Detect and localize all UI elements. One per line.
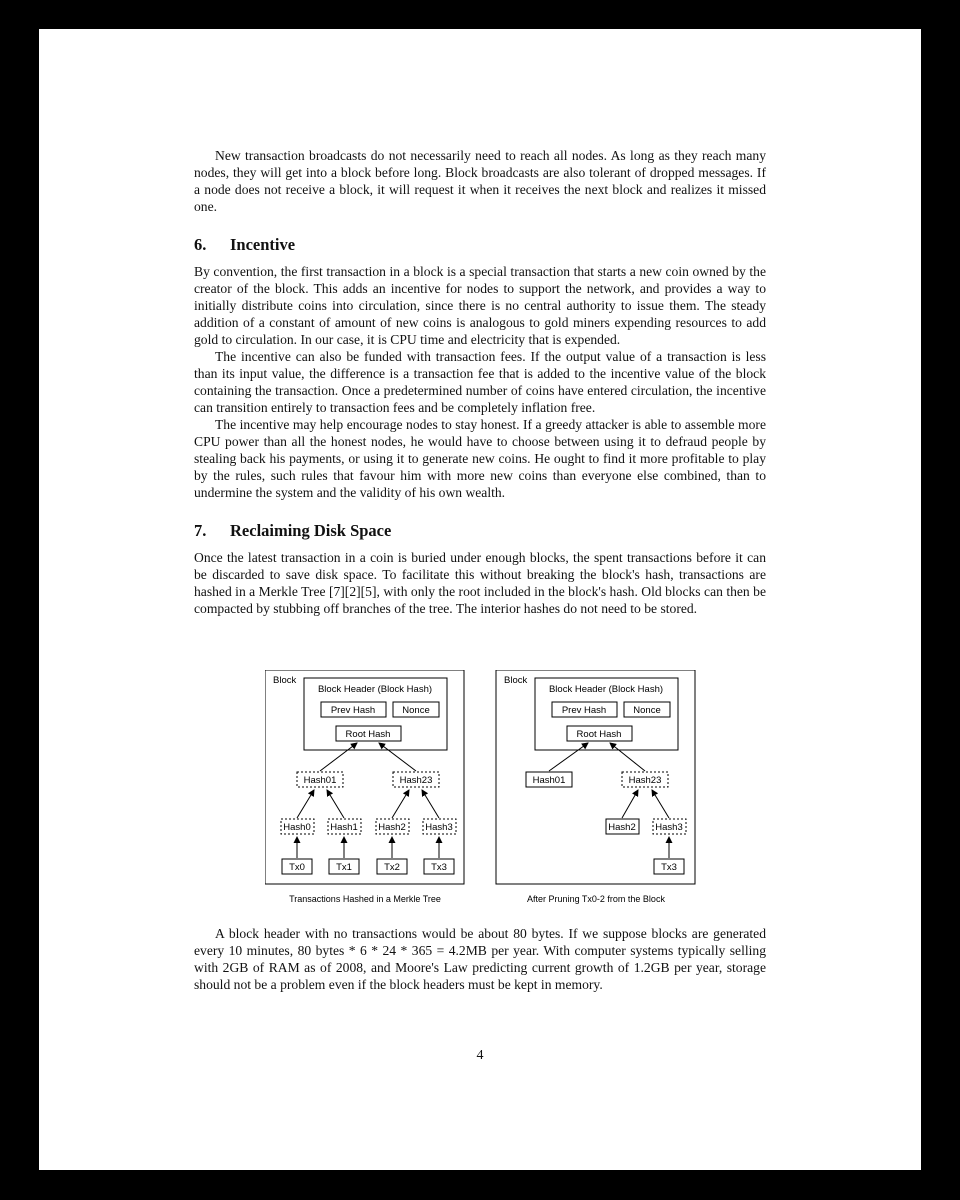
page-number: 4 [476,1048,484,1063]
section-heading-reclaiming [194,521,766,541]
hash01-label: Hash01 [532,775,566,786]
paragraph-incentive-1: By convention, the first transaction in a block is a special transaction that starts a new coin owned by the creator of the block. This adds an incentive for nodes to support the network, and provides a way to initially distribute coins into circulation, since there is no central authority to issue them. The steady addition of a constant of amount of new coins is analogous to gold miners expending resources to add gold to circulation. In our case, it is CPU time and electricity that is expended. [194,264,766,347]
section-heading-incentive [194,235,766,255]
hash23-label: Hash23 [628,775,662,786]
right-caption: After Pruning Tx0-2 from the Block [527,894,665,904]
tx3-label: Tx3 [431,862,447,873]
tx1-label: Tx1 [336,862,352,873]
prev-hash-label: Prev Hash [561,705,607,716]
block-header-label: Block Header (Block Hash) [317,684,433,695]
document-page [39,29,921,1170]
tx0-label: Tx0 [289,862,305,873]
block-header-label: Block Header (Block Hash) [548,684,664,695]
hash2-label: Hash2 [378,822,406,833]
right-arrows [549,743,669,858]
nonce-label: Nonce [402,705,430,716]
root-hash-label: Root Hash [345,729,391,740]
right-panel [496,670,695,904]
hash23-label: Hash23 [399,775,433,786]
hash01-label: Hash01 [303,775,337,786]
root-hash-label: Root Hash [576,729,622,740]
merkle-tree-figure [265,670,705,910]
section-number: 7. [194,521,207,540]
left-caption: Transactions Hashed in a Merkle Tree [289,894,441,904]
tx2-label: Tx2 [384,862,400,873]
body-text-bottom [194,925,766,993]
nonce-label: Nonce [633,705,661,716]
left-arrows [297,743,439,858]
left-panel [265,670,464,904]
paragraph-broadcast: New transaction broadcasts do not necessarily need to reach all nodes. As long as they reach many nodes, they will get into a block before long. Block broadcasts are also tolerant of dropped messages. If a node does not receive a block, it will request it when it receives the next block and realizes it missed one. [194,148,766,214]
hash3-label: Hash3 [655,822,683,833]
hash2-label: Hash2 [608,822,636,833]
block-label: Block [504,675,528,686]
paragraph-reclaiming-1: Once the latest transaction in a coin is buried under enough blocks, the spent transactions before it can be discarded to save disk space. To facilitate this without breaking the block's hash, transactions are hashed in a Merkle Tree [7][2][5], with only the root included in the block's hash. Old blocks can then be compacted by stubbing off branches of the tree. The interior hashes do not need to be stored. [194,550,766,616]
paragraph-incentive-2: The incentive can also be funded with transaction fees. If the output value of a transaction is less than its input value, the difference is a transaction fee that is added to the incentive value of the block containing the transaction. Once a predetermined number of coins have entered circulation, the incentive can transition entirely to transaction fees and be completely inflation free. [194,349,766,415]
section-title: Incentive [230,235,296,254]
paragraph-reclaiming-2: A block header with no transactions would be about 80 bytes. If we suppose blocks are generated every 10 minutes, 80 bytes * 6 * 24 * 365 = 4.2MB per year. With computer systems typically selling with 2GB of RAM as of 2008, and Moore's Law predicting current growth of 1.2GB per year, storage should not be a problem even if the block headers must be kept in memory. [194,926,766,992]
body-text-top [194,147,766,617]
merkle-tree-diagram [265,670,705,910]
section-number: 6. [194,235,207,254]
tx3-label: Tx3 [661,862,677,873]
block-label: Block [273,675,297,686]
hash0-label: Hash0 [283,822,311,833]
hash3-label: Hash3 [425,822,453,833]
prev-hash-label: Prev Hash [330,705,376,716]
paragraph-incentive-3: The incentive may help encourage nodes to stay honest. If a greedy attacker is able to assemble more CPU power than all the honest nodes, he would have to choose between using it to defraud people by stealing back his payments, or using it to generate new coins. He ought to find it more profitable to play by the rules, such rules that favour him with more new coins than everyone else combined, than to undermine the system and the validity of his own wealth. [194,417,766,500]
section-title: Reclaiming Disk Space [230,521,392,540]
hash1-label: Hash1 [330,822,358,833]
